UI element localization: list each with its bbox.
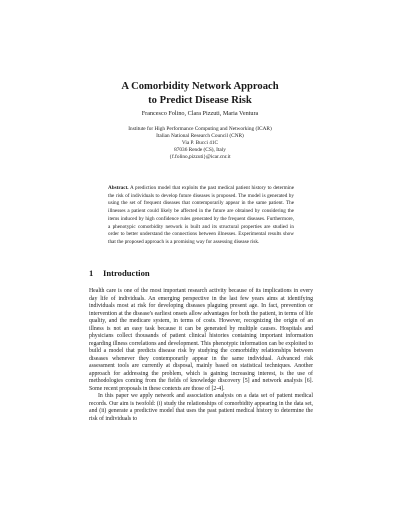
affiliation-line: Italian National Research Council (CNR)	[156, 133, 244, 139]
abstract-text: A prediction model that exploits the past medical patient history to determine the risk of individuals to develop future diseases is proposed. The model is generated by using the set of frequent diseases that contemporarily appear in the same patient. The illnesses a patient could likely be affected in the future are obtained by considering the items induced by high confidence rules generated by the frequent diseases. Furthermore, a phenotypic comorbidity network is built and its structural properties are studied in order to better understand the connections between illnesses. Experimental results show that the proposed approach is a promising way for assessing disease risk.	[108, 185, 295, 245]
body-paragraph: In this paper we apply network and association analysis on a data set of patient medical records. Our aim is twofold: (i) study the relationships of comorbidity appearing in the data set, and (ii) generate a predictive model that uses the past patient medical history to determine the risk of individuals to	[89, 393, 313, 422]
affiliation-block	[60, 126, 340, 161]
affiliation-line: 87036 Rende (CS), Italy	[174, 147, 226, 153]
author-email: {f.folino,pizzuti}@icar.cnr.it	[169, 154, 231, 160]
affiliation-line: Via P. Bucci 41C	[181, 140, 219, 146]
section-heading	[89, 268, 309, 278]
author-list: Francesco Folino, Clara Pizzuti, Maria Ventura	[141, 110, 259, 117]
paper-title	[60, 80, 340, 108]
title-line: to Predict Disease Risk	[148, 95, 252, 106]
title-line: A Comorbidity Network Approach	[121, 81, 279, 92]
abstract	[108, 185, 294, 247]
section-number: 1	[89, 268, 94, 278]
body-paragraph: Health care is one of the most important research activity because of its implications in every day life of individuals. An emerging perspective in the last few years aims at identifying individuals most at risk for developing diseases plaguing present age. In fact, prevention or intervention at the disease's earliest onsets allow advantages for both the patient, in terms of life quality, and the medicare system, in terms of costs. However, recognizing the origin of an illness is not an easy task because it can be generated by multiple causes. Hospitals and physicians collect thousands of patient clinical histories containing important information regarding illness correlations and development. This phenotypic information can be exploited to build a model that predicts disease risk by studying the comorbidity relationships between diseases whenever they contemporarily appear in the same individual. Advanced risk assessment tools are currently at disposal, mainly based on statistical techniques. Another approach for addressing the problem, which is gaining increasing interest, is the use of methodologies coming from the fields of knowledge discovery [5] and network analysis [6]. Some recent proposals in these contexts are those of [2-4].	[89, 288, 313, 392]
introduction-body	[89, 288, 313, 423]
abstract-label: Abstract.	[108, 185, 129, 191]
affiliation-line: Institute for High Performance Computing and Networking (ICAR)	[128, 126, 272, 132]
section-title: Introduction	[103, 268, 150, 278]
